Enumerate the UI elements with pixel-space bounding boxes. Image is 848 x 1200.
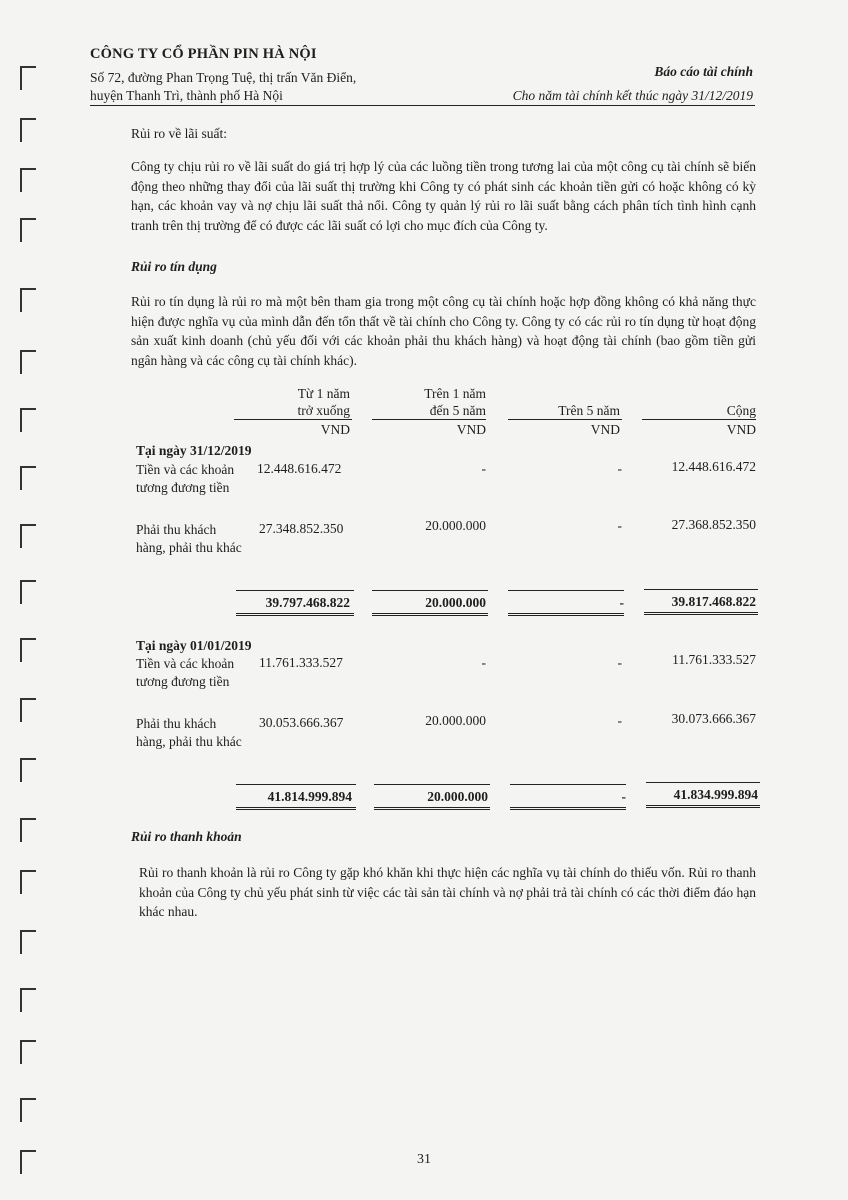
col-header-2-line2: đến 5 năm [429, 403, 486, 418]
total-value: 20.000.000 [427, 789, 488, 804]
col-header-1 [250, 385, 350, 419]
total-value: 39.797.468.822 [265, 595, 350, 610]
binder-mark [20, 218, 36, 242]
subtotal-rule [236, 784, 356, 785]
company-address-line2: huyện Thanh Trì, thành phố Hà Nội [90, 88, 283, 103]
cell-value: 20.000.000 [425, 713, 486, 728]
liquidity-risk-heading: Rủi ro thanh khoản [131, 829, 242, 844]
interest-risk-paragraph: Công ty chịu rủi ro về lãi suất do giá trị hợp lý của các luồng tiền trong tương lai của một công cụ tài chính sẽ biến động theo những thay đổi của lãi suất thị trường khi Công ty có phát sinh các khoản tiền gửi có hoặc không có kỳ hạn, các khoản vay và nợ chịu lãi suất thả nổi. Công ty quản lý rủi ro lãi suất bằng cách phân tích tình hình cạnh tranh trên thị trường để có được các lãi suất có lợi cho mục đích của Công ty. [131, 159, 756, 233]
binder-mark [20, 638, 36, 662]
binder-mark [20, 818, 36, 842]
cell-value: 11.761.333.527 [259, 655, 343, 670]
credit-risk-paragraph: Rủi ro tín dụng là rủi ro mà một bên tham gia trong một công cụ tài chính hoặc hợp đồng không có khả năng thực hiện được nghĩa vụ của mình dẫn đến tổn thất về tài chính cho Công ty. Công ty có các rủi ro tín dụng từ hoạt động sản xuất kinh doanh (chủ yếu đối với các khoản phải thu khách hàng) và hoạt động tài chính (bao gồm tiền gửi ngân hàng và các công cụ tài chính khác). [131, 294, 756, 368]
total-double-rule [374, 807, 490, 810]
total-double-rule [510, 807, 626, 810]
col-header-4-line1 [645, 385, 756, 402]
col-header-rule [372, 419, 486, 420]
cell-value: - [617, 518, 622, 533]
subtotal-rule [508, 590, 624, 591]
col-header-4 [645, 385, 756, 419]
binder-mark [20, 288, 36, 312]
cell-value: 30.053.666.367 [259, 715, 344, 730]
binder-holes [0, 0, 40, 1200]
period-date: Tại ngày 01/01/2019 [136, 638, 252, 653]
company-address-line1: Số 72, đường Phan Trọng Tuệ, thị trấn Văn Điển, [90, 70, 357, 85]
subtotal-rule [646, 782, 760, 783]
total-value: 39.817.468.822 [671, 594, 756, 609]
cell-value: - [481, 461, 486, 476]
binder-mark [20, 988, 36, 1012]
total-double-rule [644, 612, 758, 615]
row-label: Phải thu khách hàng, phải thu khác [136, 522, 242, 555]
col-header-3 [510, 385, 620, 419]
total-double-rule [236, 613, 354, 616]
binder-mark [20, 758, 36, 782]
col-header-3-line2: Trên 5 năm [558, 403, 620, 418]
cell-value: 20.000.000 [425, 518, 486, 533]
page-number: 31 [417, 1152, 431, 1167]
col-header-rule [642, 419, 756, 420]
subtotal-rule [372, 590, 488, 591]
report-period: Cho năm tài chính kết thúc ngày 31/12/2019 [512, 88, 753, 103]
col-unit-3: VND [590, 422, 620, 437]
subtotal-rule [644, 589, 758, 590]
row-label: Tiền và các khoản tương đương tiền [136, 656, 235, 689]
cell-value: 27.368.852.350 [671, 517, 756, 532]
col-header-1-line1: Từ 1 năm [297, 386, 350, 401]
total-value: - [621, 789, 626, 804]
cell-value: - [481, 655, 486, 670]
binder-mark [20, 870, 36, 894]
subtotal-rule [374, 784, 490, 785]
col-header-1-line2: trở xuống [297, 403, 350, 418]
cell-value: 11.761.333.527 [672, 652, 756, 667]
credit-risk-heading: Rủi ro tín dụng [131, 259, 217, 274]
binder-mark [20, 698, 36, 722]
cell-value: 30.073.666.367 [671, 711, 756, 726]
cell-value: - [617, 655, 622, 670]
binder-mark [20, 580, 36, 604]
col-unit-4: VND [726, 422, 756, 437]
binder-mark [20, 168, 36, 192]
cell-value: 27.348.852.350 [259, 521, 344, 536]
total-value: 20.000.000 [425, 595, 486, 610]
interest-risk-title: Rủi ro về lãi suất: [131, 126, 227, 141]
col-header-4-line2: Cộng [726, 403, 756, 418]
cell-value: 12.448.616.472 [671, 459, 756, 474]
total-double-rule [508, 613, 624, 616]
col-header-3-line1 [510, 385, 620, 402]
binder-mark [20, 66, 36, 90]
col-header-2-line1: Trên 1 năm [424, 386, 486, 401]
col-header-2 [380, 385, 486, 419]
binder-mark [20, 1040, 36, 1064]
cell-value: - [617, 713, 622, 728]
row-label: Phải thu khách hàng, phải thu khác [136, 716, 242, 749]
total-value: 41.814.999.894 [267, 789, 352, 804]
total-double-rule [372, 613, 488, 616]
header-divider [90, 105, 755, 106]
total-value: 41.834.999.894 [673, 787, 758, 802]
binder-mark [20, 930, 36, 954]
total-value: - [619, 595, 624, 610]
row-label: Tiền và các khoản tương đương tiền [136, 462, 235, 495]
subtotal-rule [236, 590, 354, 591]
binder-mark [20, 118, 36, 142]
subtotal-rule [510, 784, 626, 785]
binder-mark [20, 1098, 36, 1122]
binder-mark [20, 524, 36, 548]
cell-value: 12.448.616.472 [257, 461, 342, 476]
cell-value: - [617, 461, 622, 476]
col-header-rule [508, 419, 622, 420]
period-date: Tại ngày 31/12/2019 [136, 443, 252, 458]
col-header-rule [234, 419, 352, 420]
company-name: CÔNG TY CỔ PHẦN PIN HÀ NỘI [90, 46, 317, 62]
report-title: Báo cáo tài chính [654, 64, 753, 79]
total-double-rule [646, 805, 760, 808]
total-double-rule [236, 807, 356, 810]
liquidity-risk-paragraph: Rủi ro thanh khoản là rủi ro Công ty gặp khó khăn khi thực hiện các nghĩa vụ tài chính do thiếu vốn. Rủi ro thanh khoản của Công ty chủ yếu phát sinh từ việc các tài sản tài chính và nợ phải trả tài chính có các thời điểm đáo hạn khác nhau. [139, 865, 756, 919]
col-unit-1: VND [320, 422, 350, 437]
binder-mark [20, 408, 36, 432]
binder-mark [20, 350, 36, 374]
col-unit-2: VND [456, 422, 486, 437]
binder-mark [20, 466, 36, 490]
